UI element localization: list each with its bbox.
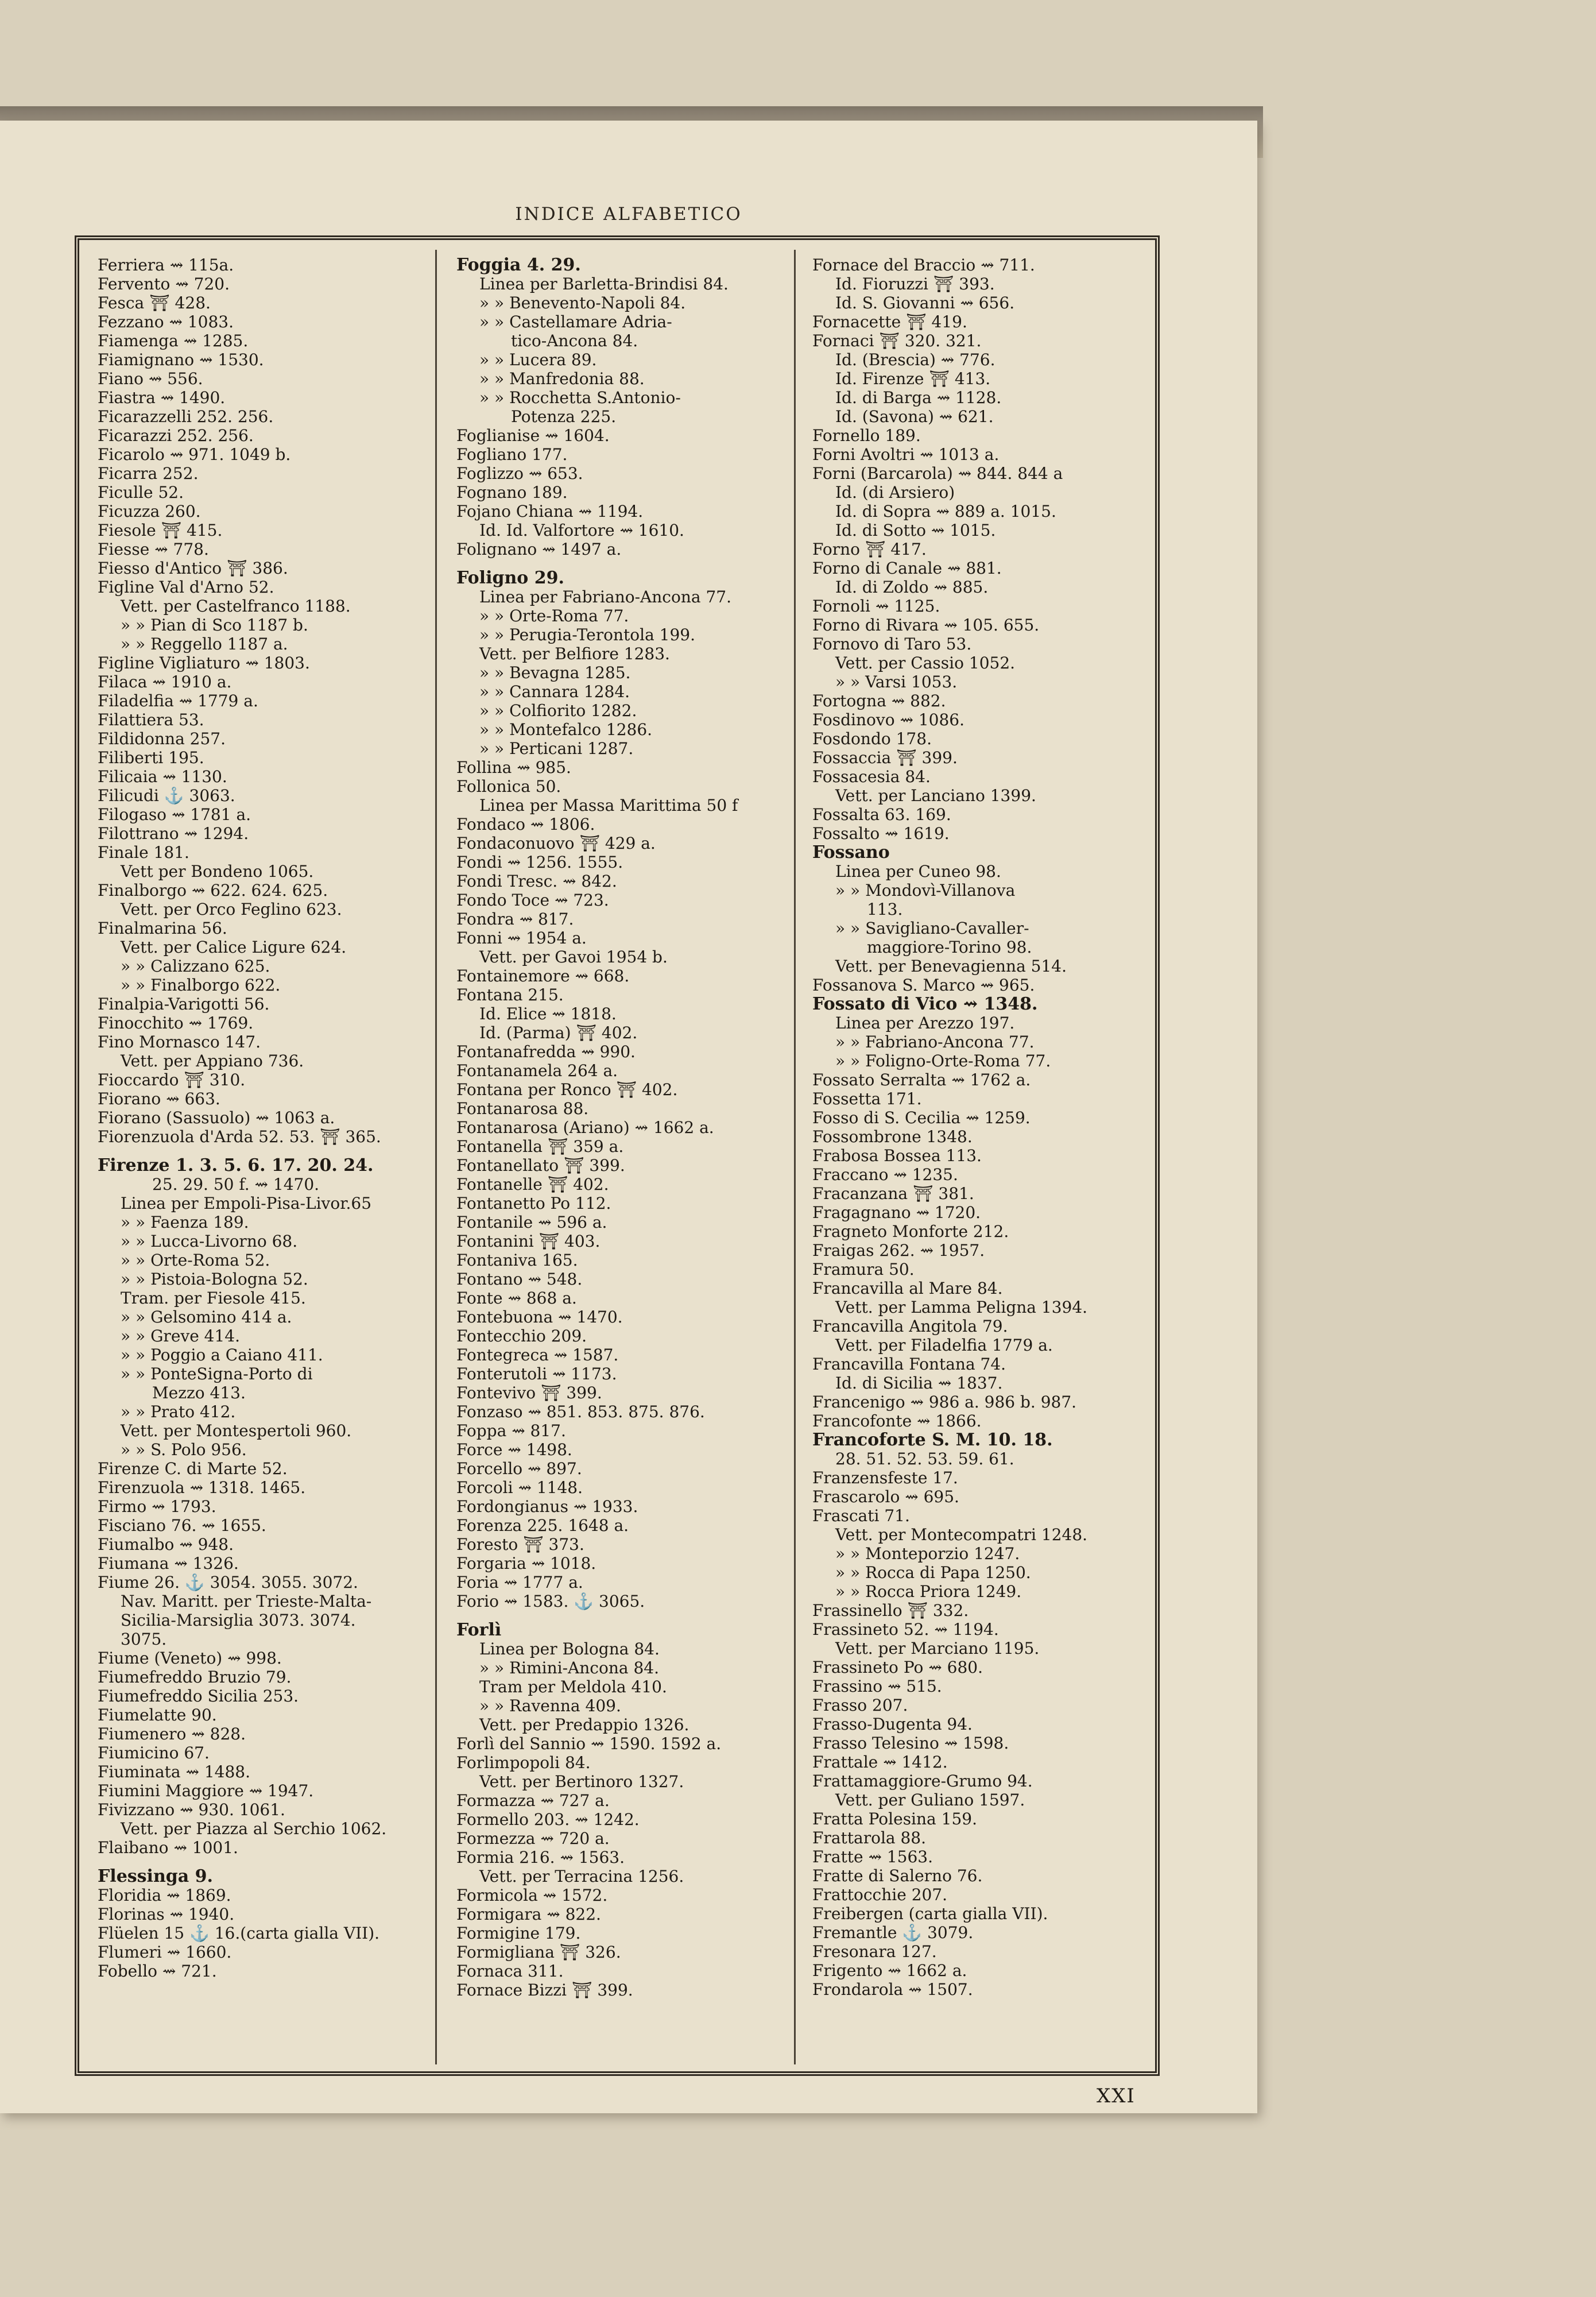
index-entry: Fondi Tresc. ⇝ 842. [456,872,617,891]
index-entry: Id. di Zoldo ⇝ 885. [835,578,989,597]
index-entry: Foria ⇝ 1777 a. [456,1573,583,1592]
index-entry: » » Finalborgo 622. [121,976,281,995]
index-entry: Flüelen 15 ⚓ 16.(carta gialla VII). [98,1924,380,1943]
index-entry: Filaca ⇝ 1910 a. [98,672,232,691]
index-entry: Fontanarosa (Ariano) ⇝ 1662 a. [456,1118,714,1137]
index-entry: Formezza ⇝ 720 a. [456,1829,610,1848]
index-entry: Fontecchio 209. [456,1327,587,1345]
index-entry: Forni (Barcarola) ⇝ 844. 844 a [812,464,1063,483]
index-entry: » » Prato 412. [121,1402,236,1421]
index-entry: Frassineto Po ⇝ 680. [812,1658,983,1677]
index-entry: Fontevivo ⛩ 399. [456,1383,602,1402]
index-entry: Fossalta 63. 169. [812,805,951,824]
index-entry: Linea per Barletta-Brindisi 84. [479,274,729,293]
index-entry: Fiorano ⇝ 663. [98,1089,220,1108]
index-entry: Formicola ⇝ 1572. [456,1886,608,1905]
index-entry: Fratta Polesina 159. [812,1809,977,1828]
index-entry: Fremantle ⚓ 3079. [812,1923,974,1942]
index-entry: Fontanelle ⛩ 402. [456,1175,609,1194]
index-entry: Id. di Barga ⇝ 1128. [835,388,1002,407]
index-entry: Foppa ⇝ 817. [456,1421,566,1440]
index-entry: Tram per Meldola 410. [479,1677,667,1696]
index-entry: tico-Ancona 84. [511,331,638,350]
index-entry: Forgaria ⇝ 1018. [456,1554,596,1573]
index-entry: » » Reggello 1187 a. [121,635,288,653]
index-entry: Fezzano ⇝ 1083. [98,312,234,331]
index-entry: Fondra ⇝ 817. [456,910,574,929]
index-entry: Mezzo 413. [152,1383,246,1402]
index-entry: Fornace Bizzi ⛩ 399. [456,1981,633,2000]
index-entry: Fontanetto Po 112. [456,1194,611,1213]
index-entry: Forno ⛩ 417. [812,540,927,559]
index-entry: » » Savigliano-Cavaller- [835,919,1029,938]
index-entry: Fiesse ⇝ 778. [98,540,209,559]
index-entry: Fornacette ⛩ 419. [812,312,967,331]
index-entry: » » Lucca-Livorno 68. [121,1232,298,1251]
index-entry: Fratte ⇝ 1563. [812,1847,933,1866]
index-entry: Forcello ⇝ 897. [456,1459,582,1478]
index-entry: Nav. Maritt. per Trieste-Malta- [121,1592,372,1611]
index-entry: Id. di Sicilia ⇝ 1837. [835,1374,1003,1393]
index-entry: Ficarra 252. [98,464,199,483]
index-entry: » » Benevento-Napoli 84. [479,293,686,312]
index-entry: Frattale ⇝ 1412. [812,1753,948,1772]
index-entry: Framura 50. [812,1260,915,1279]
index-entry: Linea per Massa Marittima 50 f [479,796,738,815]
index-entry: » » Poggio a Caiano 411. [121,1345,323,1364]
index-entry: Fossombrone 1348. [812,1127,973,1146]
index-entry: 3075. [121,1630,167,1649]
index-entry: Linea per Arezzo 197. [835,1014,1015,1033]
index-entry: Francofonte ⇝ 1866. [812,1412,982,1430]
index-entry: » » Orte-Roma 52. [121,1251,270,1270]
index-entry: » » Orte-Roma 77. [479,606,629,625]
index-entry: Filicaia ⇝ 1130. [98,767,227,786]
index-entry: Finalmarina 56. [98,919,227,938]
index-column-2 [456,256,795,2064]
index-entry: Id. Firenze ⛩ 413. [835,369,991,388]
index-entry: » » Calizzano 625. [121,957,270,976]
index-entry: Firmo ⇝ 1793. [98,1497,216,1516]
index-entry: Fornaca 311. [456,1962,564,1981]
index-entry: Forenza 225. 1648 a. [456,1516,629,1535]
index-entry: Frassineto 52. ⇝ 1194. [812,1620,999,1639]
index-entry: Vett. per Montecompatri 1248. [835,1525,1088,1544]
index-entry: Vett. per Bertinoro 1327. [479,1772,684,1791]
index-entry: Fossalto ⇝ 1619. [812,824,950,843]
index-entry: Fontaniva 165. [456,1251,578,1270]
index-entry: Id. (Brescia) ⇝ 776. [835,350,995,369]
index-entry: Frabosa Bossea 113. [812,1146,982,1165]
index-entry: Vett. per Benevagienna 514. [835,957,1067,976]
index-entry: 25. 29. 50 f. ⇝ 1470. [152,1175,320,1194]
index-entry: Id. Id. Valfortore ⇝ 1610. [479,521,684,540]
index-entry: » » PonteSigna-Porto di [121,1364,313,1383]
index-entry: Frassinello ⛩ 332. [812,1601,969,1620]
index-entry: Fiumana ⇝ 1326. [98,1554,239,1573]
index-entry: » » Varsi 1053. [835,672,958,691]
index-entry: Id. (di Arsiero) [835,483,955,502]
index-entry: Francavilla al Mare 84. [812,1279,1003,1298]
index-entry: Frascarolo ⇝ 695. [812,1487,959,1506]
index-entry: Fontanini ⛩ 403. [456,1232,601,1251]
index-entry: Francenigo ⇝ 986 a. 986 b. 987. [812,1393,1077,1412]
index-entry: » » Faenza 189. [121,1213,249,1232]
index-entry: maggiore-Torino 98. [867,938,1032,957]
index-entry: Forni Avoltri ⇝ 1013 a. [812,445,1000,464]
index-entry: Fossacesia 84. [812,767,931,786]
index-entry: Fonni ⇝ 1954 a. [456,929,587,948]
index-entry: Fosdondo 178. [812,729,932,748]
index-entry: Ficarazzi 252. 256. [98,426,254,445]
index-entry: Flumeri ⇝ 1660. [98,1943,232,1962]
index-entry: Vett. per Terracina 1256. [479,1867,684,1886]
index-entry: Vett. per Filadelfia 1779 a. [835,1336,1053,1355]
index-entry: Fiesso d'Antico ⛩ 386. [98,559,288,578]
index-entry: » » Perticani 1287. [479,739,634,758]
index-entry: » » Gelsomino 414 a. [121,1308,292,1327]
index-entry: Fondi ⇝ 1256. 1555. [456,853,623,872]
index-entry: Fiamignano ⇝ 1530. [98,350,264,369]
index-entry: Folignano ⇝ 1497 a. [456,540,622,559]
index-entry: Fiuminata ⇝ 1488. [98,1762,251,1781]
index-entry: Franzensfeste 17. [812,1468,958,1487]
index-entry: Fervento ⇝ 720. [98,274,230,293]
index-entry: Fossato di Vico ⇝ 1348. [812,994,1038,1014]
index-entry: Fontanile ⇝ 596 a. [456,1213,607,1232]
index-entry: Flaibano ⇝ 1001. [98,1838,238,1857]
index-entry: Fornace del Braccio ⇝ 711. [812,256,1035,274]
index-entry: Filadelfia ⇝ 1779 a. [98,691,258,710]
index-entry: » » Rimini-Ancona 84. [479,1658,660,1677]
index-entry: Fordongianus ⇝ 1933. [456,1497,638,1516]
index-entry: Fiume 26. ⚓ 3054. 3055. 3072. [98,1573,358,1592]
index-entry: Vett. per Marciano 1195. [835,1639,1040,1658]
index-entry: » » Monteporzio 1247. [835,1544,1020,1563]
index-entry: Ficulle 52. [98,483,184,502]
index-entry: » » S. Polo 956. [121,1440,247,1459]
index-entry: Formia 216. ⇝ 1563. [456,1848,625,1867]
index-entry: Francoforte S. M. 10. 18. [812,1430,1053,1450]
index-entry: Francavilla Angitola 79. [812,1317,1008,1336]
index-entry: » » Pistoia-Bologna 52. [121,1270,308,1289]
index-entry: Firenze C. di Marte 52. [98,1459,288,1478]
index-entry: » » Cannara 1284. [479,682,630,701]
index-entry: Filiberti 195. [98,748,204,767]
index-entry: Fojano Chiana ⇝ 1194. [456,502,644,521]
index-entry: Forio ⇝ 1583. ⚓ 3065. [456,1592,645,1611]
index-entry: Forlimpopoli 84. [456,1753,591,1772]
index-entry: Figline Val d'Arno 52. [98,578,274,597]
index-entry: » » Colfiorito 1282. [479,701,637,720]
index-entry: Figline Vigliaturo ⇝ 1803. [98,653,310,672]
index-entry: Ficarazzelli 252. 256. [98,407,274,426]
index-entry: Vett. per Montespertoli 960. [121,1421,352,1440]
index-entry: Forlì del Sannio ⇝ 1590. 1592 a. [456,1734,722,1753]
index-column-3 [812,256,1151,2064]
index-entry: Formigara ⇝ 822. [456,1905,601,1924]
index-entry: Fornoli ⇝ 1125. [812,597,940,616]
index-entry: Fosso di S. Cecilia ⇝ 1259. [812,1108,1031,1127]
index-entry: Forlì [456,1620,502,1640]
index-entry: » » Castellamare Adria- [479,312,672,331]
index-entry: Vett. per Piazza al Serchio 1062. [121,1819,387,1838]
index-entry: Fortogna ⇝ 882. [812,691,946,710]
index-entry: Florinas ⇝ 1940. [98,1905,235,1924]
index-entry: Tram. per Fiesole 415. [121,1289,306,1308]
index-entry: Fragagnano ⇝ 1720. [812,1203,981,1222]
index-entry: Frigento ⇝ 1662 a. [812,1961,967,1980]
index-entry: 28. 51. 52. 53. 59. 61. [835,1449,1014,1468]
index-entry: Fesca ⛩ 428. [98,293,211,312]
index-entry: Fioccardo ⛩ 310. [98,1070,246,1089]
index-entry: Fontana per Ronco ⛩ 402. [456,1080,678,1099]
index-entry: Filottrano ⇝ 1294. [98,824,249,843]
index-entry: Fratte di Salerno 76. [812,1866,983,1885]
index-entry: Fivizzano ⇝ 930. 1061. [98,1800,285,1819]
index-entry: Fonzaso ⇝ 851. 853. 875. 876. [456,1402,705,1421]
index-entry: Foresto ⛩ 373. [456,1535,584,1554]
index-entry: » » Pian di Sco 1187 b. [121,616,308,635]
index-entry: Id. di Sopra ⇝ 889 a. 1015. [835,502,1056,521]
index-entry: Ficuzza 260. [98,502,201,521]
index-entry: Vett. per Appiano 736. [121,1051,304,1070]
index-entry: Formello 203. ⇝ 1242. [456,1810,640,1829]
index-entry: » » Manfredonia 88. [479,369,645,388]
index-entry: » » Ravenna 409. [479,1696,621,1715]
index-entry: Fiastra ⇝ 1490. [98,388,226,407]
index-entry: Vett. per Orco Feglino 623. [121,900,342,919]
index-entry: Fiumefreddo Sicilia 253. [98,1687,299,1706]
index-entry: Fontegreca ⇝ 1587. [456,1345,619,1364]
index-entry: Fossato Serralta ⇝ 1762 a. [812,1070,1031,1089]
index-entry: Fragneto Monforte 212. [812,1222,1009,1241]
index-entry: Finalpia-Varigotti 56. [98,995,270,1014]
index-entry: Fossetta 171. [812,1089,922,1108]
book-page [0,121,1257,2113]
index-entry: Frascati 71. [812,1506,910,1525]
index-entry: Fiumelatte 90. [98,1706,217,1724]
index-entry: Fiamenga ⇝ 1285. [98,331,249,350]
index-entry: Fornello 189. [812,426,921,445]
index-entry: Fognano 189. [456,483,568,502]
index-entry: Fracanzana ⛩ 381. [812,1184,974,1203]
index-entry: Fosdinovo ⇝ 1086. [812,710,964,729]
index-entry: Fiumalbo ⇝ 948. [98,1535,234,1554]
index-entry: Floridia ⇝ 1869. [98,1886,231,1905]
index-entry: Id. Fioruzzi ⛩ 393. [835,274,995,293]
index-entry: Vett. per Belfiore 1283. [479,644,670,663]
index-entry: Fiumini Maggiore ⇝ 1947. [98,1781,314,1800]
index-entry: Fornaci ⛩ 320. 321. [812,331,982,350]
index-entry: Linea per Cuneo 98. [835,862,1001,881]
index-entry: Fiano ⇝ 556. [98,369,203,388]
index-entry: Id. (Savona) ⇝ 621. [835,407,994,426]
index-entry: Id. di Sotto ⇝ 1015. [835,521,996,540]
index-entry: Filicudi ⚓ 3063. [98,786,235,805]
index-entry: Fonte ⇝ 868 a. [456,1289,577,1308]
index-entry: Linea per Empoli-Pisa-Livor.65 [121,1194,372,1213]
index-entry: Id. (Parma) ⛩ 402. [479,1023,638,1042]
index-entry: Fonterutoli ⇝ 1173. [456,1364,617,1383]
index-entry: Fontanarosa 88. [456,1099,589,1118]
index-column-1 [98,256,436,2064]
index-entry: » » Foligno-Orte-Roma 77. [835,1051,1051,1070]
index-entry: » » Montefalco 1286. [479,720,653,739]
index-entry: Francavilla Fontana 74. [812,1355,1006,1374]
index-entry: Fobello ⇝ 721. [98,1962,217,1981]
index-entry: Finocchito ⇝ 1769. [98,1014,254,1033]
index-entry: Fino Mornasco 147. [98,1033,261,1051]
index-entry: » » Mondovì-Villanova [835,881,1016,900]
index-entry: Fogliano 177. [456,445,568,464]
index-entry: Fornovo di Taro 53. [812,635,972,653]
index-entry: » » Fabriano-Ancona 77. [835,1033,1035,1051]
index-entry: Fondaconuovo ⛩ 429 a. [456,834,656,853]
index-entry: » » Rocchetta S.Antonio- [479,388,681,407]
index-entry: Ficarolo ⇝ 971. 1049 b. [98,445,291,464]
index-entry: Foglianise ⇝ 1604. [456,426,610,445]
index-entry: Frasso Telesino ⇝ 1598. [812,1734,1009,1753]
index-entry: » » Bevagna 1285. [479,663,631,682]
index-entry: Forno di Canale ⇝ 881. [812,559,1002,578]
index-entry: Vett. per Lanciano 1399. [835,786,1036,805]
index-entry: Vett. per Calice Ligure 624. [121,938,347,957]
index-entry: Fondaco ⇝ 1806. [456,815,595,834]
index-entry: Fiorano (Sassuolo) ⇝ 1063 a. [98,1108,335,1127]
index-entry: » » Greve 414. [121,1327,241,1345]
index-entry: Frasso-Dugenta 94. [812,1715,973,1734]
index-entry: Fiumenero ⇝ 828. [98,1724,246,1743]
index-entry: Vett. per Cassio 1052. [835,653,1016,672]
index-entry: Ferriera ⇝ 115a. [98,256,234,274]
index-entry: Finalborgo ⇝ 622. 624. 625. [98,881,328,900]
index-entry: Vett. per Lamma Peligna 1394. [835,1298,1088,1317]
index-entry: Vett. per Predappio 1326. [479,1715,689,1734]
index-entry: Fontebuona ⇝ 1470. [456,1308,623,1327]
index-entry: Fontana 215. [456,985,564,1004]
index-entry: Filogaso ⇝ 1781 a. [98,805,251,824]
index-entry: Fontanafredda ⇝ 990. [456,1042,636,1061]
index-entry: » » Rocca di Papa 1250. [835,1563,1031,1582]
index-entry: Fildidonna 257. [98,729,226,748]
index-entry: Fontanamela 264 a. [456,1061,618,1080]
index-entry: Sicilia-Marsiglia 3073. 3074. [121,1611,356,1630]
index-entry: Fontano ⇝ 548. [456,1270,583,1289]
index-entry: Fraccano ⇝ 1235. [812,1165,958,1184]
index-entry: Fontanellato ⛩ 399. [456,1156,625,1175]
index-entry: Firenzuola ⇝ 1318. 1465. [98,1478,306,1497]
index-entry: Frattarola 88. [812,1828,927,1847]
index-entry: Fiorenzuola d'Arda 52. 53. ⛩ 365. [98,1127,381,1146]
index-entry: Forcoli ⇝ 1148. [456,1478,583,1497]
index-entry: Vett. per Gavoi 1954 b. [479,948,668,966]
index-entry: Frattamaggiore-Grumo 94. [812,1772,1033,1791]
index-entry: Fontainemore ⇝ 668. [456,966,630,985]
index-entry: Finale 181. [98,843,189,862]
index-entry: Frondarola ⇝ 1507. [812,1980,973,1999]
index-entry: Frattocchie 207. [812,1885,948,1904]
index-entry: Fontanella ⛩ 359 a. [456,1137,624,1156]
index-entry: Linea per Fabriano-Ancona 77. [479,587,732,606]
index-entry: Fossanova S. Marco ⇝ 965. [812,976,1035,995]
index-entry: Frasso 207. [812,1696,908,1715]
index-entry: Fossano [812,842,890,863]
index-entry: Fondo Toce ⇝ 723. [456,891,609,910]
page-number: XXI [1097,2085,1136,2107]
index-entry: Foligno 29. [456,568,564,588]
index-entry: Fraigas 262. ⇝ 1957. [812,1241,985,1260]
index-entry: » » Rocca Priora 1249. [835,1582,1022,1601]
index-entry: Fresonara 127. [812,1942,937,1961]
index-entry: Follonica 50. [456,777,561,796]
index-entry: Formigliana ⛩ 326. [456,1943,621,1962]
index-entry: » » Lucera 89. [479,350,597,369]
index-entry: Freibergen (carta gialla VII). [812,1904,1048,1923]
index-entry: Fisciano 76. ⇝ 1655. [98,1516,266,1535]
index-entry: Frassino ⇝ 515. [812,1677,942,1696]
index-entry: Fossaccia ⛩ 399. [812,748,958,767]
index-entry: » » Perugia-Terontola 199. [479,625,696,644]
index-entry: Vett. per Castelfranco 1188. [121,597,351,616]
index-entry: Forno di Rivara ⇝ 105. 655. [812,616,1040,635]
index-entry: Follina ⇝ 985. [456,758,571,777]
index-entry: Fiumefreddo Bruzio 79. [98,1668,292,1687]
index-entry: Firenze 1. 3. 5. 6. 17. 20. 24. [98,1155,374,1175]
index-entry: Vett. per Guliano 1597. [835,1791,1025,1809]
index-entry: Formazza ⇝ 727 a. [456,1791,610,1810]
index-entry: Linea per Bologna 84. [479,1639,660,1658]
index-entry: 113. [867,900,903,919]
index-entry: Fiesole ⛩ 415. [98,521,223,540]
index-entry: Fiumicino 67. [98,1743,210,1762]
index-entry: Potenza 225. [511,407,617,426]
index-entry: Foggia 4. 29. [456,256,581,275]
page-header-title: INDICE ALFABETICO [515,204,742,225]
index-entry: Id. Elice ⇝ 1818. [479,1004,617,1023]
index-entry: Force ⇝ 1498. [456,1440,572,1459]
index-entry: Filattiera 53. [98,710,204,729]
index-entry: Id. S. Giovanni ⇝ 656. [835,293,1015,312]
index-entry: Formigine 179. [456,1924,581,1943]
index-entry: Vett per Bondeno 1065. [121,862,314,881]
index-entry: Flessinga 9. [98,1866,213,1886]
index-entry: Fiume (Veneto) ⇝ 998. [98,1649,282,1668]
index-entry: Foglizzo ⇝ 653. [456,464,583,483]
